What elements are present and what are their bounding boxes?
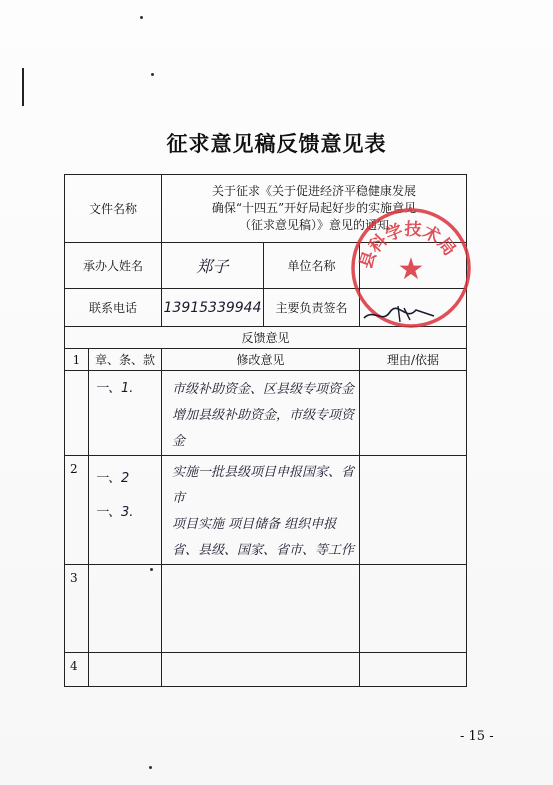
speck bbox=[149, 766, 152, 769]
row-number: 2 bbox=[65, 456, 89, 565]
table-row bbox=[65, 565, 467, 653]
opinion-cell bbox=[162, 653, 360, 687]
clause-header: 章、条、款 bbox=[89, 349, 162, 371]
handler-label: 承办人姓名 bbox=[65, 243, 162, 289]
opinion-header: 修改意见 bbox=[162, 349, 360, 371]
reason-cell bbox=[360, 565, 467, 653]
handler-name-value: 郑子 bbox=[162, 243, 264, 289]
reason-cell bbox=[360, 653, 467, 687]
clause-cell bbox=[89, 371, 162, 456]
row-number: 4 bbox=[65, 653, 89, 687]
page-number: - 15 - bbox=[460, 729, 494, 744]
feedback-header: 反馈意见 bbox=[65, 327, 467, 349]
speck bbox=[140, 16, 143, 19]
row-number-header: 1 bbox=[65, 349, 89, 371]
clause-cell bbox=[89, 565, 162, 653]
table-row bbox=[65, 456, 467, 565]
phone-value: 13915339944 bbox=[162, 289, 264, 327]
clause-cell bbox=[89, 653, 162, 687]
doc-name-label: 文件名称 bbox=[65, 175, 162, 243]
page-title: 征求意见稿反馈意见表 bbox=[166, 131, 387, 156]
column-header-row bbox=[65, 349, 467, 371]
reason-cell bbox=[360, 371, 467, 456]
speck bbox=[151, 73, 154, 76]
opinion-line: 市级补助资金、区县级专项资金 bbox=[172, 382, 355, 397]
margin-mark bbox=[22, 68, 24, 106]
clause-cell bbox=[89, 456, 162, 565]
reason-header: 理由/依据 bbox=[360, 349, 467, 371]
table-row bbox=[65, 653, 467, 687]
leader-signature bbox=[360, 302, 440, 326]
phone-label: 联系电话 bbox=[65, 289, 162, 327]
row-number: 3 bbox=[65, 565, 89, 653]
opinion-line: 项目实施 项目储备 组织申报 bbox=[172, 517, 337, 532]
seal-star: ★ bbox=[397, 252, 425, 287]
opinion-cell bbox=[162, 565, 360, 653]
opinion-line: 增加县级补助资金，市级专项资金 bbox=[172, 408, 355, 449]
clause-text: 一、3. bbox=[95, 505, 134, 520]
unit-label: 单位名称 bbox=[264, 243, 360, 289]
table-row bbox=[65, 371, 467, 456]
clause-text: 一、1. bbox=[95, 381, 134, 396]
reason-cell bbox=[360, 456, 467, 565]
doc-title-line: 关于征求《关于促进经济平稳健康发展 bbox=[212, 184, 417, 198]
leader-signature-label: 主要负责签名 bbox=[264, 289, 360, 327]
opinion-line: 省、县级、国家、省市、等工作 bbox=[172, 543, 355, 558]
doc-title-line: 确保“十四五”开好局起好步的实施意见 bbox=[211, 201, 417, 215]
opinion-cell bbox=[162, 456, 360, 565]
clause-text: 一、2 bbox=[95, 471, 130, 486]
doc-title-line: （征求意见稿）》意见的通知 bbox=[239, 218, 390, 232]
opinion-cell bbox=[162, 371, 360, 456]
seal-text: 县科学技术局 bbox=[356, 219, 460, 272]
row-number bbox=[65, 371, 89, 456]
opinion-line: 实施一批县级项目申报国家、省市 bbox=[172, 465, 355, 506]
